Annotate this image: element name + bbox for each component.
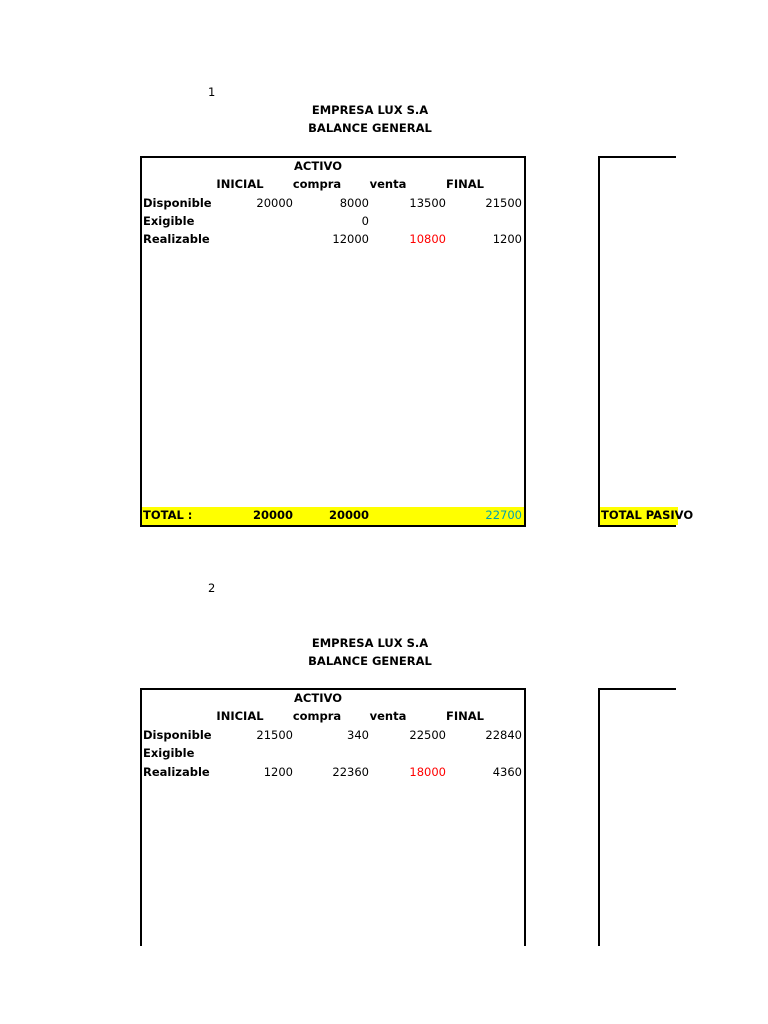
cell-inicial: 1200	[263, 765, 293, 779]
cell-venta: 22500	[409, 728, 446, 742]
row-label: Exigible	[143, 746, 195, 760]
column-header-final: FINAL	[446, 709, 484, 723]
cell-compra: 12000	[332, 232, 369, 246]
row-label: Disponible	[143, 728, 212, 742]
cell-final: 1200	[492, 232, 522, 246]
report-title: BALANCE GENERAL	[308, 121, 432, 135]
cell-venta: 10800	[409, 232, 446, 246]
cell-compra: 340	[347, 728, 369, 742]
row-label: Disponible	[143, 196, 212, 210]
total-pasivo-label: TOTAL PASIVO	[601, 508, 694, 522]
cell-compra: 22360	[332, 765, 369, 779]
section-heading: ACTIVO	[294, 691, 342, 705]
column-header-venta: venta	[369, 709, 407, 723]
row-label: Realizable	[143, 765, 210, 779]
company-name: EMPRESA LUX S.A	[311, 636, 429, 650]
activo-table	[140, 688, 526, 946]
pasivo-table	[598, 156, 694, 527]
cell-inicial: 20000	[256, 196, 293, 210]
pasivo-table	[598, 688, 676, 946]
row-label: Realizable	[143, 232, 210, 246]
section-heading: ACTIVO	[294, 159, 342, 173]
column-header-venta: venta	[369, 177, 407, 191]
company-name: EMPRESA LUX S.A	[311, 103, 429, 117]
total-inicial: 20000	[252, 508, 293, 522]
column-header-final: FINAL	[446, 177, 484, 191]
activo-table	[140, 156, 526, 527]
cell-compra: 0	[361, 214, 369, 228]
row-label: Exigible	[143, 214, 195, 228]
sheet-number: 1	[208, 85, 216, 99]
total-final: 22700	[485, 508, 522, 522]
cell-final: 22840	[485, 728, 522, 742]
total-label: TOTAL :	[143, 508, 193, 522]
sheet-number: 2	[208, 581, 216, 595]
column-header-inicial: INICIAL	[216, 177, 264, 191]
column-header-compra: compra	[292, 177, 342, 191]
report-title: BALANCE GENERAL	[308, 654, 432, 668]
cell-compra: 8000	[339, 196, 369, 210]
column-header-compra: compra	[292, 709, 342, 723]
total-compra: 20000	[328, 508, 369, 522]
cell-final: 21500	[485, 196, 522, 210]
cell-inicial: 21500	[256, 728, 293, 742]
cell-final: 4360	[492, 765, 522, 779]
column-header-inicial: INICIAL	[216, 709, 264, 723]
cell-venta: 18000	[409, 765, 446, 779]
cell-venta: 13500	[409, 196, 446, 210]
